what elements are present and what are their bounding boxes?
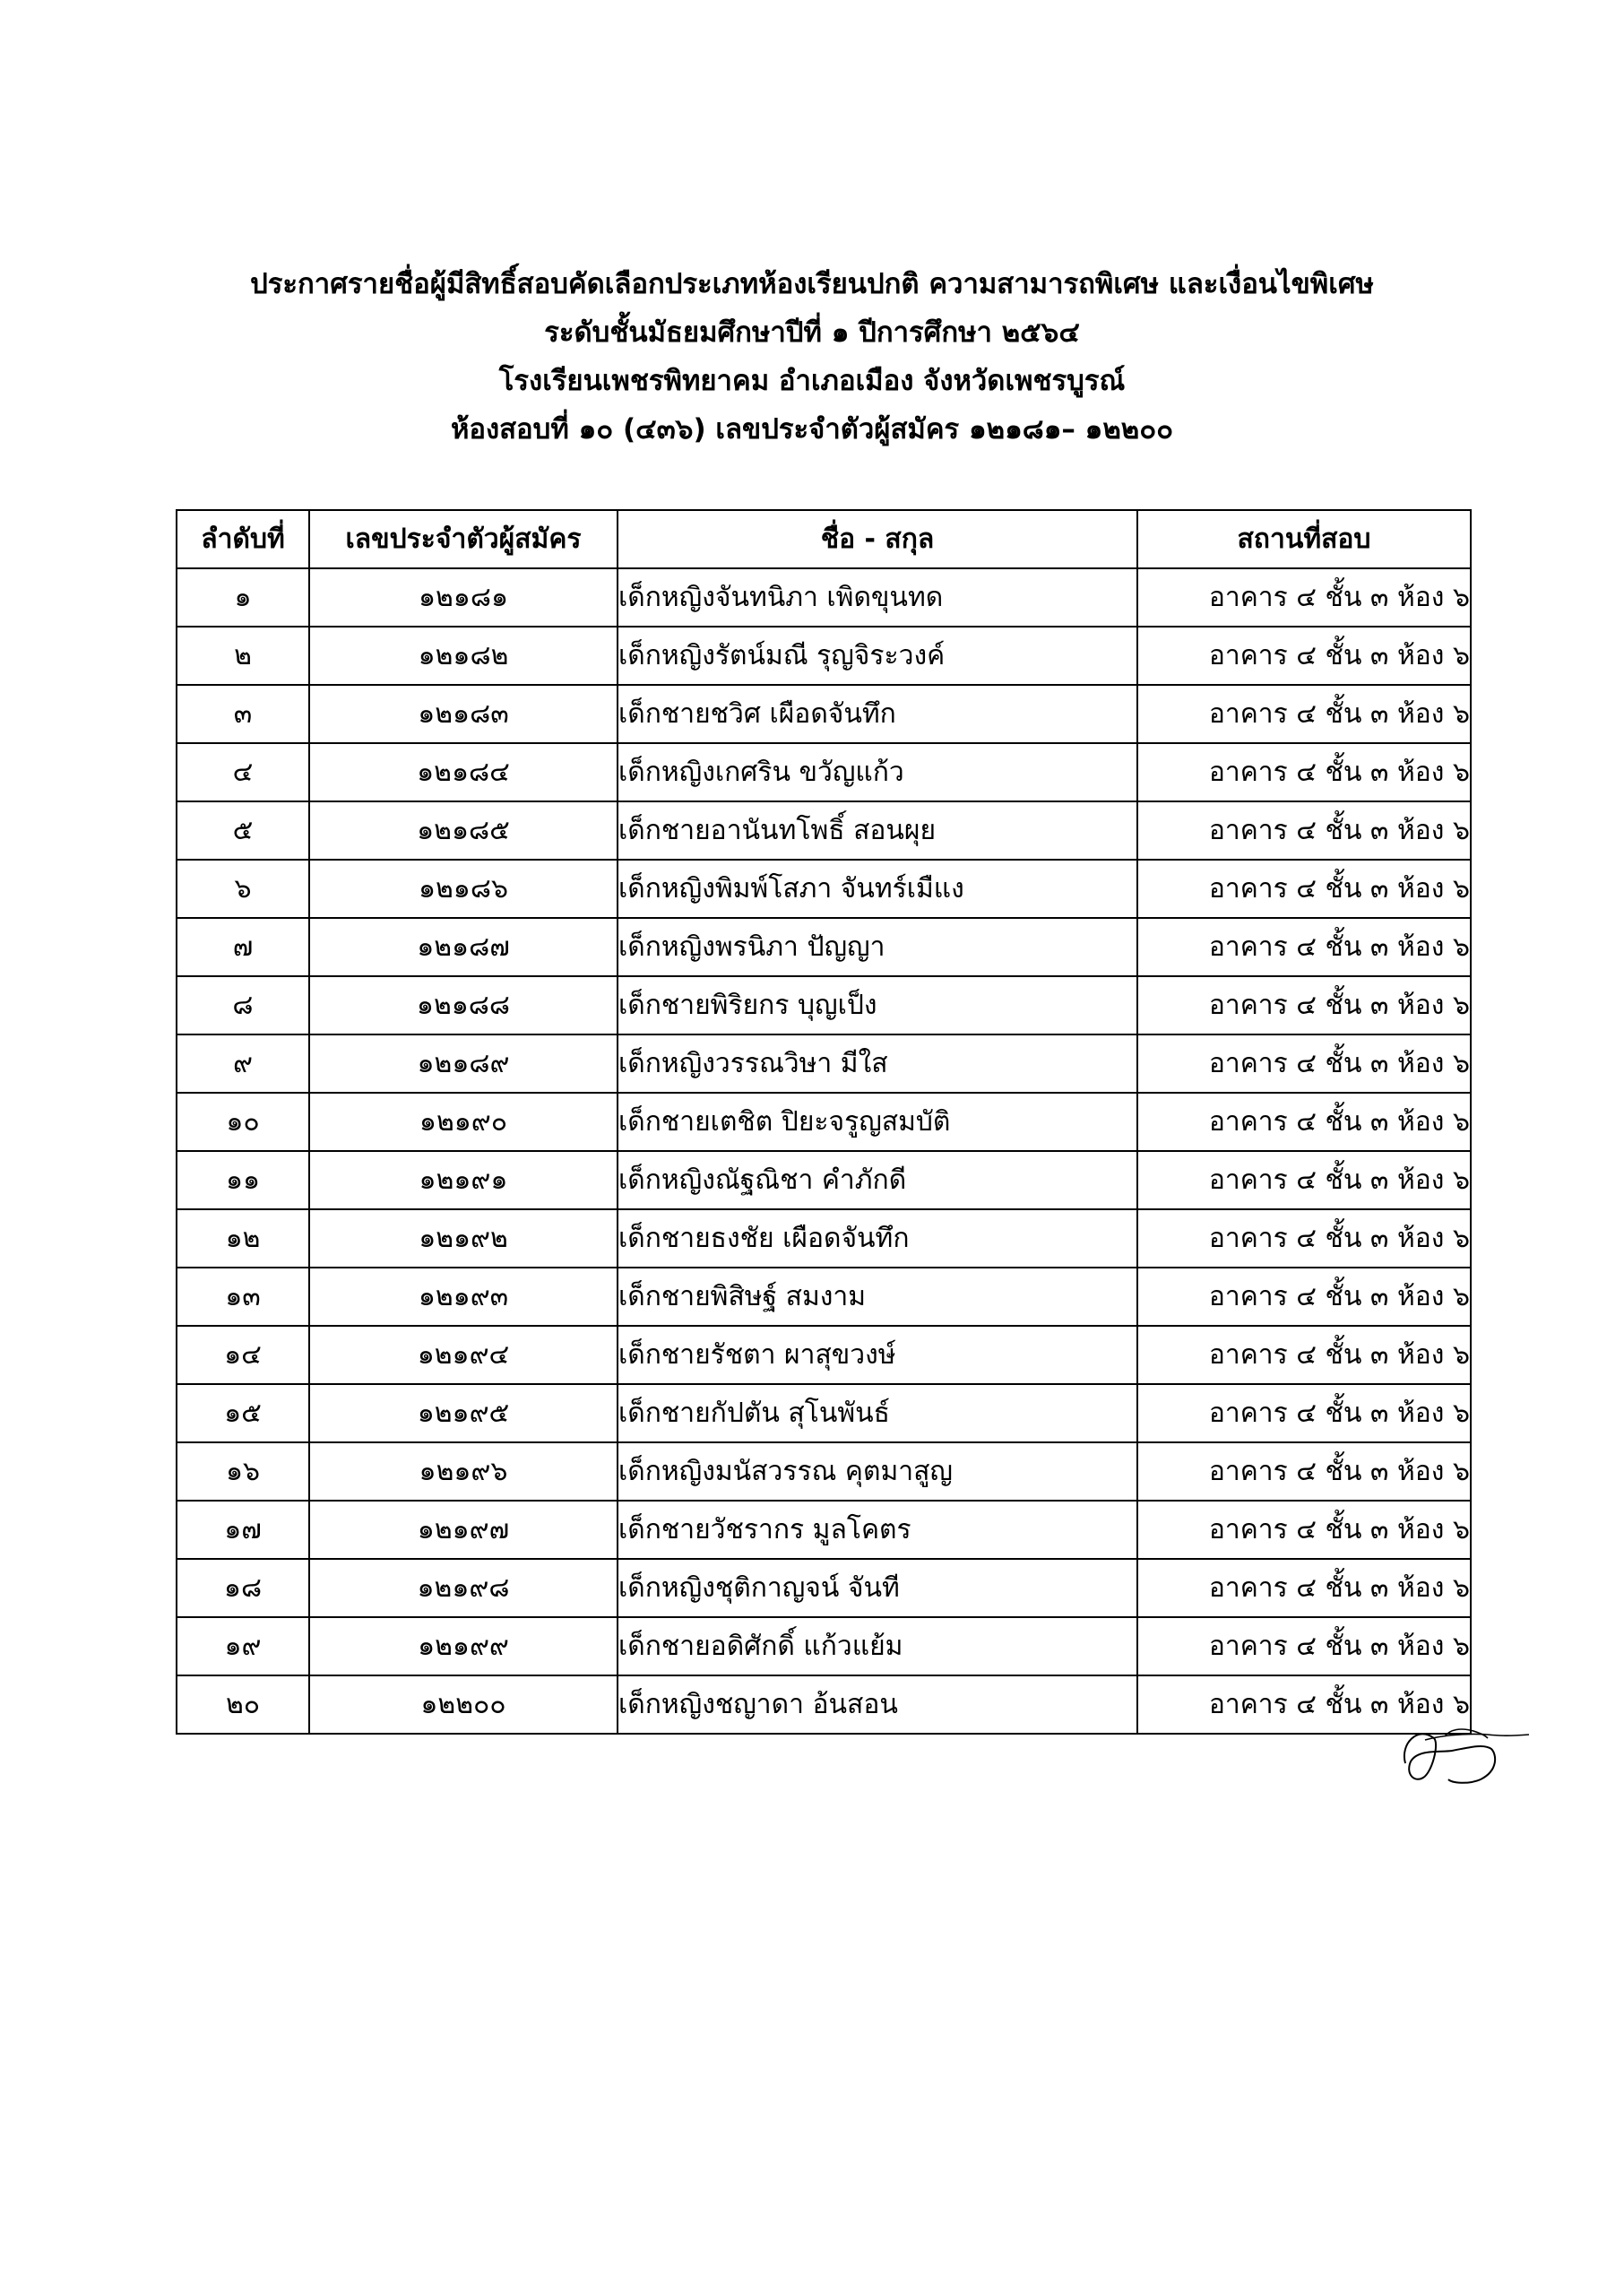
row-exam-place-cell: อาคาร ๔ ชั้น ๓ ห้อง ๖ xyxy=(1137,1093,1471,1151)
row-order-cell: ๑๐ xyxy=(177,1093,309,1151)
row-applicant-id-cell: ๑๒๑๙๕ xyxy=(309,1384,618,1442)
row-name-cell: เด็กหญิงวรรณวิษา มีใส xyxy=(618,1034,1137,1093)
row-exam-place-cell: อาคาร ๔ ชั้น ๓ ห้อง ๖ xyxy=(1137,1675,1471,1734)
row-order-cell: ๑๓ xyxy=(177,1268,309,1326)
row-applicant-id-cell: ๑๒๑๙๔ xyxy=(309,1326,618,1384)
table-row xyxy=(177,743,1471,801)
signature xyxy=(1398,1717,1533,1788)
row-name-cell: เด็กหญิงมนัสวรรณ คุตมาสูญ xyxy=(618,1442,1137,1501)
row-exam-place-cell: อาคาร ๔ ชั้น ๓ ห้อง ๖ xyxy=(1137,1034,1471,1093)
table-header-row xyxy=(177,510,1471,568)
row-exam-place-cell: อาคาร ๔ ชั้น ๓ ห้อง ๖ xyxy=(1137,627,1471,685)
row-applicant-id-cell: ๑๒๑๙๑ xyxy=(309,1151,618,1209)
row-applicant-id-cell: ๑๒๑๘๕ xyxy=(309,801,618,860)
row-name-cell: เด็กชายพิริยกร บุญเป็ง xyxy=(618,976,1137,1034)
row-order-cell: ๑๑ xyxy=(177,1151,309,1209)
row-exam-place-cell: อาคาร ๔ ชั้น ๓ ห้อง ๖ xyxy=(1137,976,1471,1034)
row-applicant-id-cell: ๑๒๑๘๘ xyxy=(309,976,618,1034)
row-applicant-id-cell: ๑๒๑๘๑ xyxy=(309,568,618,627)
table-row xyxy=(177,976,1471,1034)
row-order-cell: ๑ xyxy=(177,568,309,627)
row-exam-place-cell: อาคาร ๔ ชั้น ๓ ห้อง ๖ xyxy=(1137,1151,1471,1209)
row-order-cell: ๑๔ xyxy=(177,1326,309,1384)
table-row xyxy=(177,1151,1471,1209)
table-row xyxy=(177,1209,1471,1268)
column-header-name: ชื่อ - สกุล xyxy=(618,510,1137,568)
table-row xyxy=(177,627,1471,685)
row-applicant-id-cell: ๑๒๑๘๔ xyxy=(309,743,618,801)
row-applicant-id-cell: ๑๒๑๘๒ xyxy=(309,627,618,685)
row-order-cell: ๑๗ xyxy=(177,1501,309,1559)
table-body xyxy=(177,568,1471,1734)
table-row xyxy=(177,1501,1471,1559)
row-exam-place-cell: อาคาร ๔ ชั้น ๓ ห้อง ๖ xyxy=(1137,1501,1471,1559)
row-order-cell: ๙ xyxy=(177,1034,309,1093)
table-row xyxy=(177,1034,1471,1093)
row-exam-place-cell: อาคาร ๔ ชั้น ๓ ห้อง ๖ xyxy=(1137,1442,1471,1501)
row-applicant-id-cell: ๑๒๑๙๘ xyxy=(309,1559,618,1617)
table-row xyxy=(177,918,1471,976)
row-exam-place-cell: อาคาร ๔ ชั้น ๓ ห้อง ๖ xyxy=(1137,1384,1471,1442)
row-name-cell: เด็กหญิงชญาดา อ้นสอน xyxy=(618,1675,1137,1734)
row-order-cell: ๑๙ xyxy=(177,1617,309,1675)
row-name-cell: เด็กชายชวิศ เผือดจันทึก xyxy=(618,685,1137,743)
table-row xyxy=(177,801,1471,860)
table-row xyxy=(177,860,1471,918)
candidate-table xyxy=(176,509,1472,1735)
row-exam-place-cell: อาคาร ๔ ชั้น ๓ ห้อง ๖ xyxy=(1137,860,1471,918)
row-name-cell: เด็กชายอานันทโพธิ์ สอนผุย xyxy=(618,801,1137,860)
row-exam-place-cell: อาคาร ๔ ชั้น ๓ ห้อง ๖ xyxy=(1137,801,1471,860)
table-row xyxy=(177,1442,1471,1501)
row-name-cell: เด็กหญิงจันทนิภา เพิดขุนทด xyxy=(618,568,1137,627)
row-applicant-id-cell: ๑๒๑๙๖ xyxy=(309,1442,618,1501)
document-header xyxy=(0,260,1624,454)
row-applicant-id-cell: ๑๒๑๙๗ xyxy=(309,1501,618,1559)
row-name-cell: เด็กชายวัชรากร มูลโคตร xyxy=(618,1501,1137,1559)
table-row xyxy=(177,685,1471,743)
table-row xyxy=(177,1093,1471,1151)
row-exam-place-cell: อาคาร ๔ ชั้น ๓ ห้อง ๖ xyxy=(1137,1268,1471,1326)
row-applicant-id-cell: ๑๒๑๙๐ xyxy=(309,1093,618,1151)
row-exam-place-cell: อาคาร ๔ ชั้น ๓ ห้อง ๖ xyxy=(1137,1617,1471,1675)
row-name-cell: เด็กชายรัชตา ผาสุขวงษ์ xyxy=(618,1326,1137,1384)
row-name-cell: เด็กชายอดิศักดิ์ แก้วแย้ม xyxy=(618,1617,1137,1675)
row-name-cell: เด็กหญิงพิมพ์โสภา จันทร์เมืแง xyxy=(618,860,1137,918)
row-applicant-id-cell: ๑๒๑๘๗ xyxy=(309,918,618,976)
header-grade-year: ระดับชั้นมัธยมศึกษาปีที่ ๑ ปีการศึกษา ๒๕๖๔ xyxy=(544,316,1080,349)
column-header-applicant-id: เลขประจำตัวผู้สมัคร xyxy=(309,510,618,568)
row-applicant-id-cell: ๑๒๑๘๖ xyxy=(309,860,618,918)
row-applicant-id-cell: ๑๒๑๙๒ xyxy=(309,1209,618,1268)
row-order-cell: ๒๐ xyxy=(177,1675,309,1734)
row-order-cell: ๓ xyxy=(177,685,309,743)
header-exam-room: ห้องสอบที่ ๑๐ (๔๓๖) เลขประจำตัวผู้สมัคร ๑๒๑๘๑– ๑๒๒๐๐ xyxy=(450,413,1174,446)
row-order-cell: ๔ xyxy=(177,743,309,801)
row-order-cell: ๕ xyxy=(177,801,309,860)
row-applicant-id-cell: ๑๒๑๘๙ xyxy=(309,1034,618,1093)
table-row xyxy=(177,1384,1471,1442)
table-row xyxy=(177,1268,1471,1326)
row-order-cell: ๗ xyxy=(177,918,309,976)
column-header-exam-place: สถานที่สอบ xyxy=(1137,510,1471,568)
row-order-cell: ๑๖ xyxy=(177,1442,309,1501)
table-row xyxy=(177,1326,1471,1384)
header-title: ประกาศรายชื่อผู้มีสิทธิ์สอบคัดเลือกประเภทห้องเรียนปกติ ความสามารถพิเศษ และเงื่อนไขพิเศษ xyxy=(250,268,1374,300)
row-order-cell: ๘ xyxy=(177,976,309,1034)
row-exam-place-cell: อาคาร ๔ ชั้น ๓ ห้อง ๖ xyxy=(1137,743,1471,801)
row-order-cell: ๑๘ xyxy=(177,1559,309,1617)
row-applicant-id-cell: ๑๒๒๐๐ xyxy=(309,1675,618,1734)
row-name-cell: เด็กหญิงพรนิภา ปัญญา xyxy=(618,918,1137,976)
row-applicant-id-cell: ๑๒๑๙๓ xyxy=(309,1268,618,1326)
row-order-cell: ๑๕ xyxy=(177,1384,309,1442)
row-exam-place-cell: อาคาร ๔ ชั้น ๓ ห้อง ๖ xyxy=(1137,1326,1471,1384)
header-school: โรงเรียนเพชรพิทยาคม อำเภอเมือง จังหวัดเพชรบูรณ์ xyxy=(498,365,1126,397)
row-exam-place-cell: อาคาร ๔ ชั้น ๓ ห้อง ๖ xyxy=(1137,1559,1471,1617)
row-order-cell: ๑๒ xyxy=(177,1209,309,1268)
row-name-cell: เด็กหญิงชุติกาญจน์ จันที xyxy=(618,1559,1137,1617)
table-row xyxy=(177,1675,1471,1734)
row-name-cell: เด็กชายพิสิษฐ์ สมงาม xyxy=(618,1268,1137,1326)
table-row xyxy=(177,1617,1471,1675)
row-name-cell: เด็กชายธงชัย เผือดจันทึก xyxy=(618,1209,1137,1268)
row-exam-place-cell: อาคาร ๔ ชั้น ๓ ห้อง ๖ xyxy=(1137,685,1471,743)
row-name-cell: เด็กชายกัปตัน สุโนพันธ์ xyxy=(618,1384,1137,1442)
row-applicant-id-cell: ๑๒๑๙๙ xyxy=(309,1617,618,1675)
row-exam-place-cell: อาคาร ๔ ชั้น ๓ ห้อง ๖ xyxy=(1137,918,1471,976)
row-exam-place-cell: อาคาร ๔ ชั้น ๓ ห้อง ๖ xyxy=(1137,1209,1471,1268)
table-row xyxy=(177,568,1471,627)
row-name-cell: เด็กชายเตชิต ปิยะจรูญสมบัติ xyxy=(618,1093,1137,1151)
row-exam-place-cell: อาคาร ๔ ชั้น ๓ ห้อง ๖ xyxy=(1137,568,1471,627)
row-name-cell: เด็กหญิงเกศริน ขวัญแก้ว xyxy=(618,743,1137,801)
row-applicant-id-cell: ๑๒๑๘๓ xyxy=(309,685,618,743)
row-name-cell: เด็กหญิงรัตน์มณี รุญจิระวงค์ xyxy=(618,627,1137,685)
row-name-cell: เด็กหญิงณัฐณิชา คำภักดี xyxy=(618,1151,1137,1209)
table-row xyxy=(177,1559,1471,1617)
column-header-order: ลำดับที่ xyxy=(177,510,309,568)
row-order-cell: ๖ xyxy=(177,860,309,918)
row-order-cell: ๒ xyxy=(177,627,309,685)
